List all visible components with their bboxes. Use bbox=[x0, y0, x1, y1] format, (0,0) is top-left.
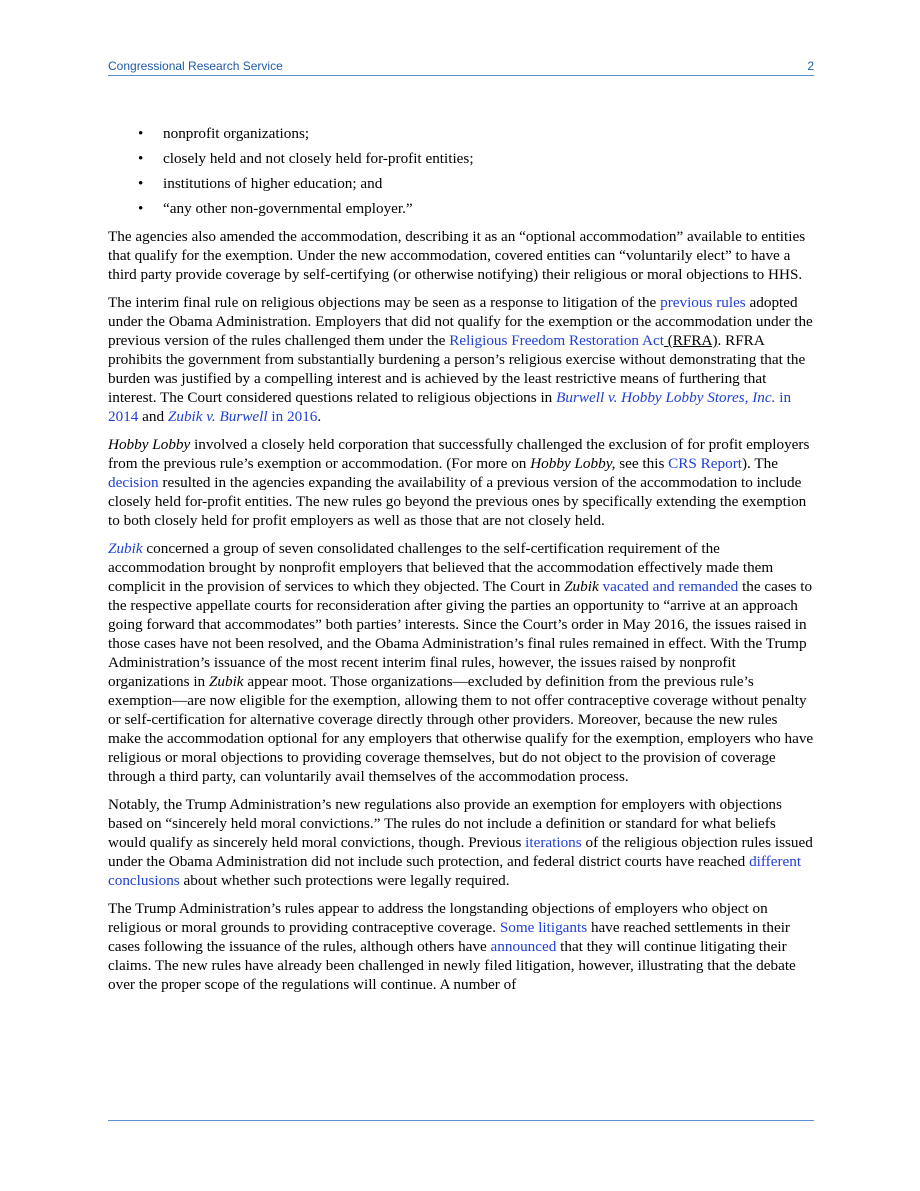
bullet-icon: • bbox=[138, 125, 144, 142]
paragraph-zubik: Zubik concerned a group of seven consolidated challenges to the self-certification requirement of the accommodation brought by nonprofit employers that believed that the accommodation effectively made them complicit in the provision of services to which they objected. The Court in Zubik vacated and remanded the cases to the respective appellate courts for reconsideration after giving the parties an opportunity to “arrive at an approach going forward that accommodates” both parties’ interests. Since the Court’s order in May 2016, the issues raised in those cases have not been resolved, and the Obama Administration’s final rules remained in effect. With the Trump Administration’s issuance of the most recent interim final rules, however, the issues raised by nonprofit organizations in Zubik appear moot. Those organizations—excluded by definition from the previous rule’s exemption—are now eligible for the exemption, allowing them to not offer contraceptive coverage without penalty or self-certification for alternative coverage directly through other providers. Moreover, because the new rules make the accommodation optional for any employers that otherwise qualify for the exemption, employers who have religious or moral objections to providing coverage themselves, but do not object to the provision of coverage through a third party, can voluntarily avail themselves of the accommodation process. bbox=[108, 540, 814, 785]
list-item: • nonprofit organizations; bbox=[138, 125, 310, 142]
link-iterations[interactable]: iterations bbox=[525, 834, 582, 851]
link-hobby-lobby-case[interactable]: Burwell v. Hobby Lobby Stores, Inc. in 2014 bbox=[108, 389, 792, 425]
footer-rule bbox=[108, 1120, 814, 1121]
page-number: 2 bbox=[807, 59, 814, 73]
list-item: • institutions of higher education; and bbox=[138, 175, 383, 192]
link-different-conclusions[interactable]: different conclusions bbox=[108, 853, 802, 889]
link-rfra[interactable]: Religious Freedom Restoration Act bbox=[449, 332, 664, 349]
paragraph-hobby-lobby: Hobby Lobby involved a closely held corporation that successfully challenged the exclusion of for profit employers from the previous rule’s exemption or accommodation. (For more on Hobby Lobby, see this CRS Report). The decision resulted in the agencies expanding the availability of a previous version of the accommodation to include closely held for-profit entities. The new rules go beyond the previous ones by specifically extending the exemption to both closely held for profit employers as well as those that are not closely held. bbox=[108, 436, 810, 529]
link-announced[interactable]: announced bbox=[490, 938, 557, 955]
document-body bbox=[108, 124, 814, 1003]
rfra-abbrev: (RFRA) bbox=[663, 332, 718, 349]
header-source: Congressional Research Service bbox=[108, 59, 283, 73]
entity-list bbox=[108, 124, 814, 218]
link-vacated-remanded[interactable]: vacated and remanded bbox=[602, 578, 739, 595]
link-previous-rules[interactable]: previous rules bbox=[660, 294, 746, 311]
bullet-icon: • bbox=[138, 175, 144, 192]
list-item: • “any other non-governmental employer.” bbox=[138, 200, 413, 217]
link-zubik-case[interactable]: Zubik v. Burwell in 2016 bbox=[167, 408, 318, 425]
bullet-icon: • bbox=[138, 150, 144, 167]
link-zubik[interactable]: Zubik bbox=[108, 540, 143, 557]
link-some-litigants[interactable]: Some litigants bbox=[499, 919, 588, 936]
paragraph-accommodation: The agencies also amended the accommodation, describing it as an “optional accommodation” available to entities that qualify for the exemption. Under the new accommodation, covered entities can “voluntarily elect” to have a third party provide coverage by self-certifying (or otherwise notifying) their religious or moral objections to HHS. bbox=[108, 228, 806, 283]
header-rule bbox=[108, 75, 814, 76]
paragraph-moral-convictions: Notably, the Trump Administration’s new regulations also provide an exemption for employers with objections based on “sincerely held moral convictions.” The rules do not include a definition or standard for what beliefs would qualify as sincerely held moral convictions, though. Previous iterations of the religious objection rules issued under the Obama Administration did not include such protection, and federal district courts have reached different conclusions about whether such protections were legally required. bbox=[108, 796, 813, 889]
paragraph-litigation: The Trump Administration’s rules appear to address the longstanding objections of employers who object on religious or moral grounds to providing contraceptive coverage. Some litigants have reached settlements in their cases following the issuance of the rules, although others have announced that they will continue litigating their claims. The new rules have already been challenged in newly filed litigation, however, illustrating that the debate over the proper scope of the regulations will continue. A number of bbox=[108, 900, 796, 993]
list-item: • closely held and not closely held for-profit entities; bbox=[138, 150, 474, 167]
bullet-icon: • bbox=[138, 200, 144, 217]
link-decision[interactable]: decision bbox=[108, 474, 159, 491]
page-header bbox=[108, 58, 814, 76]
paragraph-interim-rule: The interim final rule on religious objections may be seen as a response to litigation of the previous rules adopted under the Obama Administration. Employers that did not qualify for the exemption or the accommodation under the previous version of the rules challenged them under the Religious Freedom Restoration Act (RFRA). RFRA prohibits the government from substantially burdening a person’s religious exercise without demonstrating that the burden was justified by a compelling interest and is achieved by the least restrictive means of furthering that interest. The Court considered questions related to religious objections in Burwell v. Hobby Lobby Stores, Inc. in 2014 and Zubik v. Burwell in 2016. bbox=[108, 294, 813, 425]
link-crs-report[interactable]: CRS Report bbox=[668, 455, 742, 472]
